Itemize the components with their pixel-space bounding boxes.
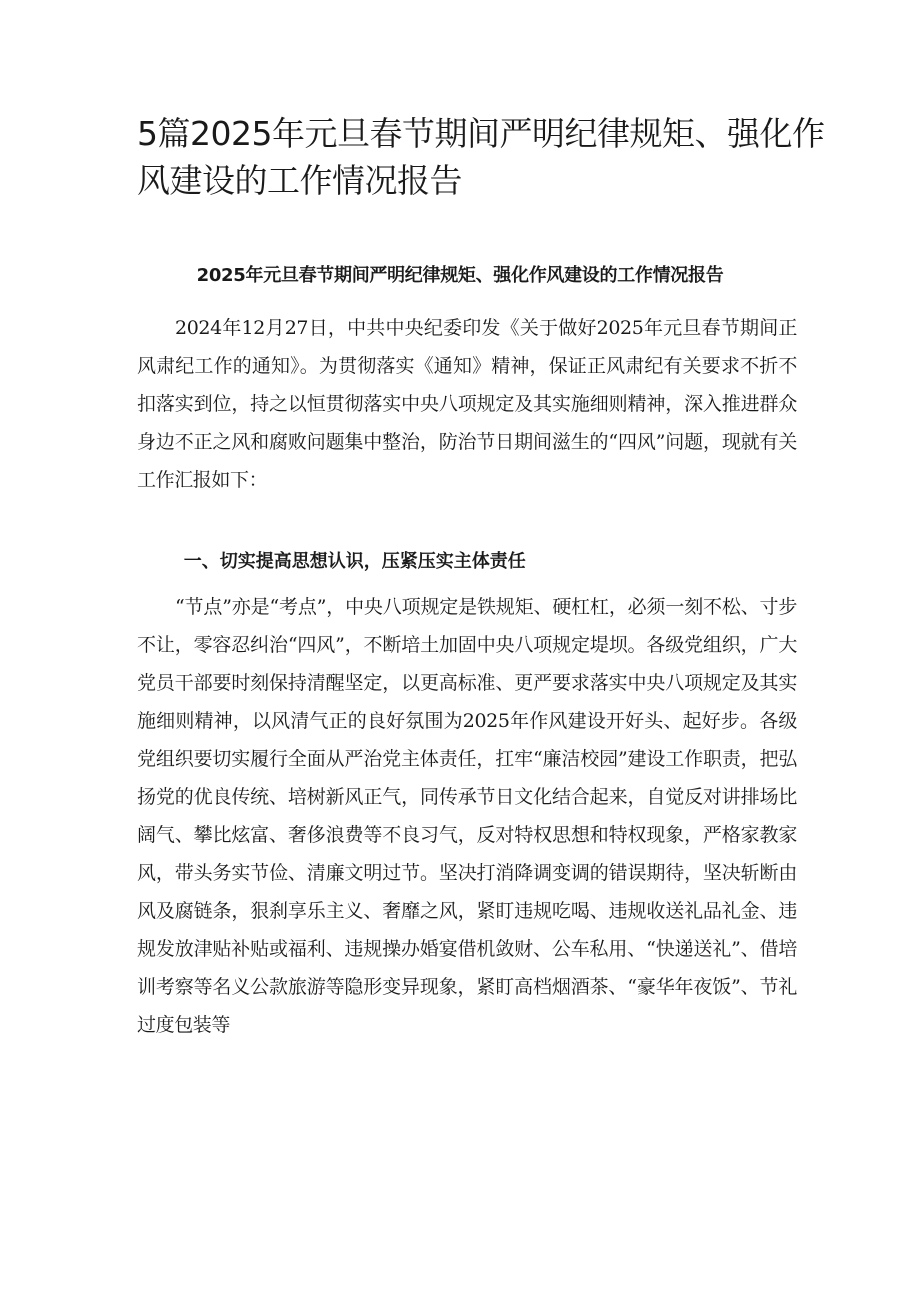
report-heading: 2025年元旦春节期间严明纪律规矩、强化作风建设的工作情况报告 (196, 265, 724, 286)
document-title: 5篇2025年元旦春节期间严明纪律规矩、强化作风建设的工作情况报告 (137, 114, 825, 200)
intro-paragraph: 2024年12月27日，中共中央纪委印发《关于做好2025年元旦春节期间正风肃纪工作的通知》。为贯彻落实《通知》精神，保证正风肃纪有关要求不折不扣落实到位，持之以恒贯彻落实中央八项规定及其实施细则精神，深入推进群众身边不正之风和腐败问题集中整治，防治节日期间滋生的“四风”问题，现就有关工作汇报如下： (137, 317, 797, 491)
section-heading: 一、切实提高思想认识，压紧压实主体责任 (183, 551, 526, 572)
body-paragraph: “节点”亦是“考点”，中央八项规定是铁规矩、硬杠杠，必须一刻不松、寸步不让，零容忍纠治“四风”，不断培土加固中央八项规定堤坝。各级党组织，广大党员干部要时刻保持清醒坚定，以更高标准、更严要求落实中央八项规定及其实施细则精神，以风清气正的良好氛围为2025年作风建设开好头、起好步。各级党组织要切实履行全面从严治党主体责任，扛牢“廉洁校园”建设工作职责，把弘扬党的优良传统、培树新风正气，同传承节日文化结合起来，自觉反对讲排场比阔气、攀比炫富、奢侈浪费等不良习气，反对特权思想和特权现象，严格家教家风，带头务实节俭、清廉文明过节。坚决打消降调变调的错误期待，坚决斩断由风及腐链条，狠刹享乐主义、奢靡之风，紧盯违规吃喝、违规收送礼品礼金、违规发放津贴补贴或福利、违规操办婚宴借机敛财、公车私用、“快递送礼”、借培训考察等名义公款旅游等隐形变异现象，紧盯高档烟酒茶、“豪华年夜饭”、节礼过度包装等 (137, 596, 797, 1036)
